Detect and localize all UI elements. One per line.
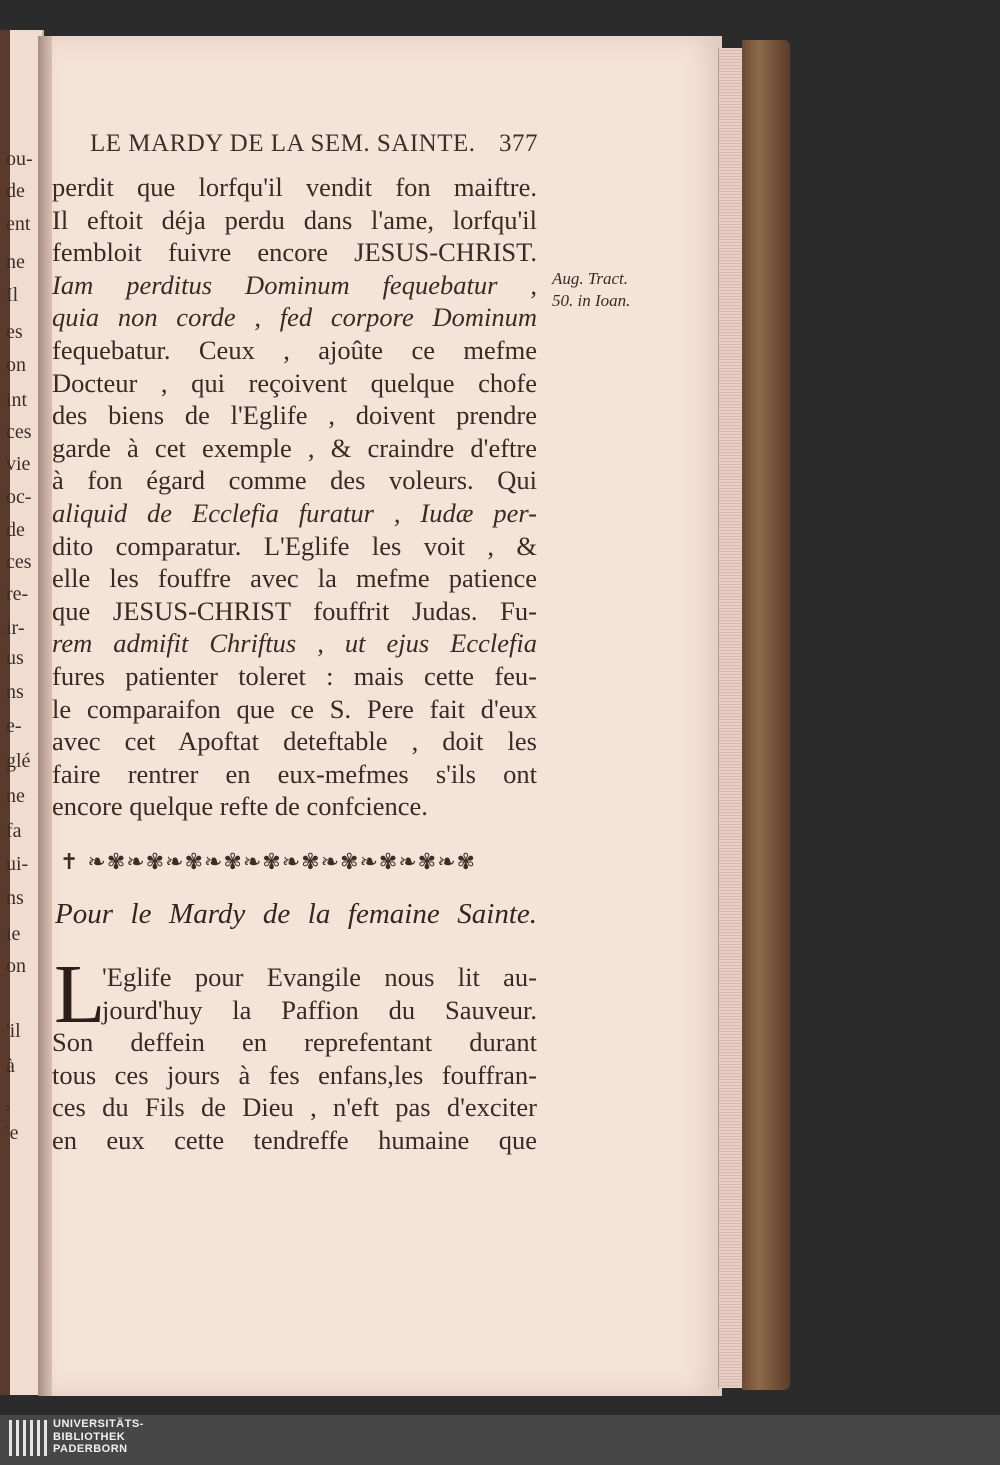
left-page-fragment: e-: [6, 715, 22, 737]
left-page-fragment: ces: [6, 551, 32, 573]
text-line: des biens de l'Eglife , doivent prendre: [52, 400, 537, 431]
left-page-fragment: ui-: [6, 853, 29, 875]
margin-note: [552, 268, 630, 312]
text-line: ces du Fils de Dieu , n'eft pas d'exciter: [52, 1092, 537, 1123]
left-page-fragment: ces: [6, 421, 32, 443]
left-page-fragment: ie: [6, 923, 21, 945]
left-page-fragment: glé: [6, 750, 31, 772]
left-page-fragment: ne: [6, 251, 25, 273]
text-line: dito comparatur. L'Eglife les voit , &: [52, 530, 537, 561]
text-line: tous ces jours à fes enfans,les fouffran-: [52, 1059, 537, 1090]
left-page-fragment: ir-: [6, 617, 25, 639]
library-name-line: PADERBORN: [53, 1443, 128, 1455]
ornament-divider: ✝ ❧✾❧✾❧✾❧✾❧✾❧✾❧✾❧✾❧✾❧✾: [60, 850, 477, 875]
left-page-fragment: ns: [6, 681, 24, 703]
left-page-fragment: de: [6, 180, 25, 202]
text-line: fures patienter toleret : mais cette feu-: [52, 660, 537, 691]
left-page-fragment: es: [6, 321, 23, 343]
left-page-fragment: ns: [6, 887, 24, 909]
text-line: encore quelque refte de confcience.: [52, 791, 428, 822]
left-page-fragment: ou-: [6, 148, 33, 170]
library-name: [53, 1418, 144, 1456]
text-line: Docteur , qui reçoivent quelque chofe: [52, 367, 537, 398]
section-heading: Pour le Mardy de la femaine Sainte.: [55, 898, 537, 930]
left-page-fragment: ent: [6, 213, 31, 235]
library-name-line: BIBLIOTHEK: [53, 1430, 126, 1443]
library-name-line: UNIVERSITÄTS-: [53, 1418, 144, 1430]
text-line: que JESUS-CHRIST fouffrit Judas. Fu-: [52, 595, 537, 626]
text-line: le comparaifon que ce S. Pere fait d'eux: [52, 693, 537, 724]
library-footer: [0, 1415, 1000, 1465]
text-line: rem admifit Chriftus , ut ejus Ecclefia: [52, 628, 537, 659]
text-line: aliquid de Ecclefia furatur , Iudæ per-: [52, 497, 537, 528]
margin-note-line: 50. in Ioan.: [552, 291, 631, 310]
text-line: 'Eglife pour Evangile nous lit au-: [102, 962, 537, 992]
left-page-fragment: à: [6, 1055, 15, 1077]
left-page-fragment: 'e: [6, 1122, 19, 1144]
left-page-fragment: vie: [6, 453, 31, 475]
running-title: LE MARDY DE LA SEM. SAINTE.: [90, 130, 476, 157]
paragraph-1: [52, 171, 537, 823]
text-line: quia non corde , fed corpore Dominum: [52, 302, 537, 333]
left-page-fragment: oc-: [6, 486, 32, 508]
left-page-fragment: ,: [6, 1090, 11, 1112]
text-line: à fon égard comme des voleurs. Qui: [52, 465, 537, 496]
text-line: elle les fouffre avec la mefme patience: [52, 563, 537, 594]
left-page-fragment: de: [6, 519, 25, 541]
left-page-fragment: int: [6, 389, 28, 411]
text-line: en eux cette tendreffe humaine que: [52, 1124, 537, 1155]
left-page-fragment: Il: [6, 284, 19, 306]
text-line: avec cet Apoftat deteftable , doit les: [52, 726, 537, 757]
page-number: 377: [499, 130, 538, 157]
text-line: fembloit fuivre encore JESUS-CHRIST.: [52, 237, 537, 268]
left-page-fragment: fa: [6, 820, 22, 842]
running-header: [90, 130, 538, 158]
left-page-fragment: on: [6, 354, 26, 376]
left-page-fragment: re-: [6, 583, 29, 605]
text-line: perdit que lorfqu'il vendit fon maiftre.: [52, 172, 537, 202]
paragraph-2: [52, 948, 537, 1157]
text-line: faire rentrer en eux-mefmes s'ils ont: [52, 758, 537, 789]
left-page-fragment: 'il: [6, 1020, 21, 1042]
library-logo-icon: [9, 1420, 47, 1456]
left-page-fragment: on: [6, 955, 26, 977]
text-line: jourd'huy la Paffion du Sauveur.: [102, 994, 537, 1025]
text-line: Iam perditus Dominum fequebatur ,: [52, 269, 537, 300]
margin-note-line: Aug. Tract.: [552, 269, 629, 288]
left-page-fragment: ne: [6, 785, 25, 807]
text-line: Il eftoit déja perdu dans l'ame, lorfqu'il: [52, 204, 537, 235]
book-cover: [742, 40, 790, 1390]
text-line: fequebatur. Ceux , ajoûte ce mefme: [52, 334, 537, 365]
text-line: Son deffein en reprefentant durant: [52, 1027, 537, 1058]
left-page-fragment: us: [6, 647, 24, 669]
text-line: garde à cet exemple , & craindre d'eftre: [52, 432, 537, 463]
drop-cap: L: [54, 948, 106, 1041]
